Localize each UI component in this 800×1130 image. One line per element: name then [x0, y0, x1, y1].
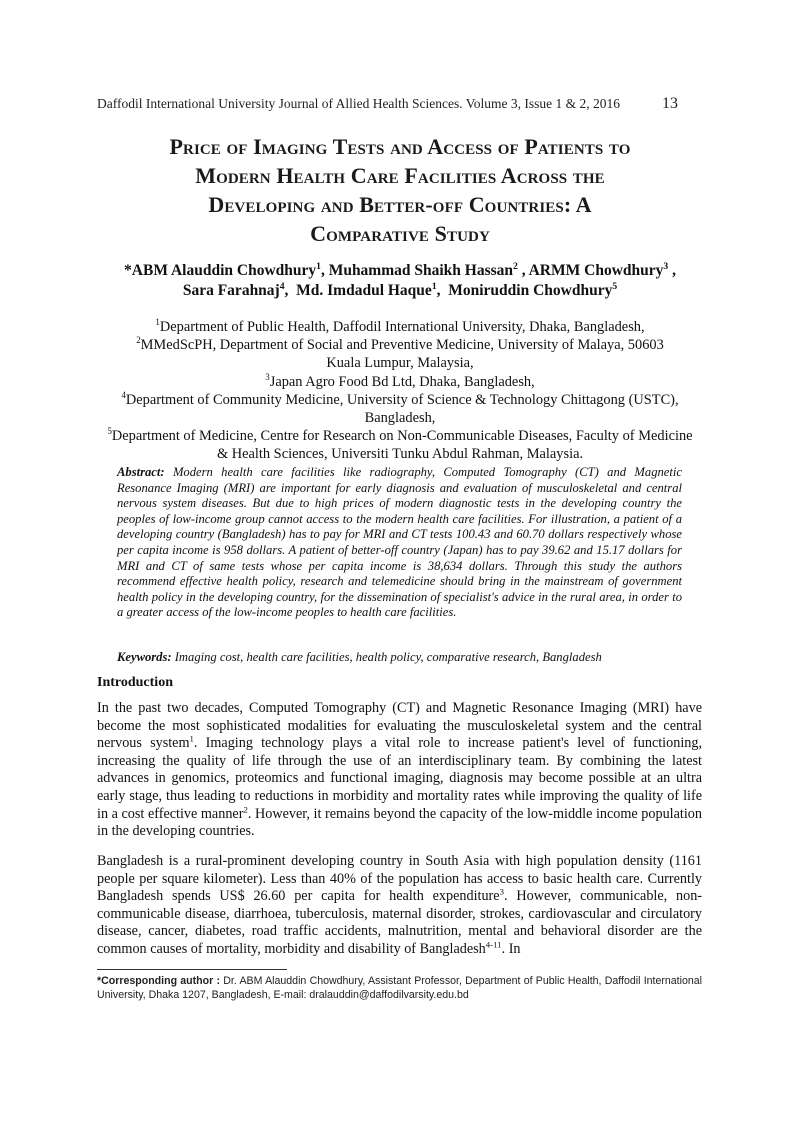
affiliation-text: MMedScPH, Department of Social and Preventive Medicine, University of Malaya, 50603 — [140, 337, 664, 354]
affiliation-marker: 1 — [431, 280, 437, 292]
footnote-divider — [97, 969, 287, 970]
page-number: 13 — [662, 95, 678, 112]
author-separator: , — [284, 282, 297, 299]
author-separator: , — [668, 262, 676, 279]
body-paragraph — [97, 700, 702, 841]
affiliation-marker: 3 — [265, 371, 270, 382]
author-separator: , — [320, 262, 329, 279]
author-name: Md. Imdadul Haque — [296, 282, 432, 299]
abstract — [117, 465, 682, 621]
paragraph-text: . Imaging technology plays a vital role to increase patient's level of functioning, increasing the quality of life through the use of an interdisciplinary team. By combining the latest advances in genomics, proteomics and functional imaging, diagnosis may become possible at an ultra early stage, thus leading to reductions in morbidity and mortality rates while improving the quality of life in a cost effective manner — [97, 735, 702, 822]
corresponding-author-footnote — [97, 975, 702, 1002]
affiliation-line — [97, 318, 703, 336]
affiliation-text: Japan Agro Food Bd Ltd, Dhaka, Bangladesh, — [269, 373, 535, 390]
affiliation-line — [97, 427, 703, 445]
affiliations — [97, 318, 703, 464]
paragraph-text: In the past two decades, Computed Tomography (CT) and Magnetic Resonance Imaging (MRI) have become the most sophisticated modalities for evaluating the musculoskeletal system and the central nervous system — [97, 700, 702, 752]
keywords — [117, 650, 682, 665]
keywords-label: Keywords: — [117, 650, 172, 664]
paragraph-text: . However, communicable, non-communicable disease, diarrhoea, tuberculosis, maternal disorder, strokes, cardiovascular and circulatory disease, cancer, diabetes, road traffic accidents, malnutrition, mental and behavioral disorder are the common causes of mortality, morbidity and disability of Bangladesh — [97, 888, 703, 957]
affiliation-line: Kuala Lumpur, Malaysia, — [326, 355, 474, 372]
paragraph-text: Bangladesh is a rural-prominent developing country in South Asia with high population density (1161 people per square kilometer). Less than 40% of the population has access to basic health care. Currently Bangladesh spends US$ 26.60 per capita for health expenditure — [97, 853, 702, 905]
running-head: Daffodil International University Journal of Allied Health Sciences. Volume 3, Issue 1 & 2, 2016 — [97, 96, 621, 111]
author-name: Moniruddin Chowdhury — [448, 282, 613, 299]
title-line: Modern Health Care Facilities Across the — [195, 163, 605, 188]
affiliation-line — [97, 373, 703, 391]
author-line — [100, 261, 700, 281]
affiliation-marker: 2 — [513, 260, 518, 272]
affiliation-text: Department of Public Health, Daffodil International University, Dhaka, Bangladesh, — [159, 319, 645, 335]
abstract-label: Abstract: — [117, 465, 165, 479]
affiliation-line: & Health Sciences, Universiti Tunku Abdul Rahman, Malaysia. — [216, 446, 584, 463]
title-line: Price of Imaging Tests and Access of Patients to — [169, 134, 631, 159]
affiliation-line: Bangladesh, — [364, 410, 436, 427]
author-name: ARMM Chowdhury — [528, 262, 664, 279]
affiliation-marker: 4 — [279, 280, 285, 292]
body-paragraph — [97, 853, 702, 959]
affiliation-text: Department of Community Medicine, University of Science & Technology Chittagong (USTC), — [125, 391, 679, 408]
affiliation-text: Department of Medicine, Centre for Research on Non-Communicable Diseases, Faculty of Medicine — [111, 428, 693, 445]
affiliation-marker: 1 — [316, 260, 321, 272]
section-heading-introduction: Introduction — [97, 675, 173, 690]
author-line — [100, 281, 700, 301]
author-name: Muhammad Shaikh Hassan — [328, 262, 514, 279]
citation-marker: 2 — [243, 803, 248, 814]
affiliation-marker: 5 — [612, 280, 618, 292]
citation-marker: 1 — [189, 733, 194, 744]
footnote-text: Dr. ABM Alauddin Chowdhury, Assistant Professor, Department of Public Health, Daffodil International University, Dhaka 1207, Bangladesh, E-mail: dralauddin@daffodilvarsity.edu.bd — [97, 975, 703, 1001]
affiliation-marker: 4 — [121, 390, 126, 401]
footnote-label: *Corresponding author : — [97, 975, 221, 987]
author-list — [100, 261, 700, 301]
keywords-text: Imaging cost, health care facilities, health policy, comparative research, Bangladesh — [174, 650, 602, 664]
citation-marker: 3 — [499, 886, 504, 897]
author-separator: , — [436, 282, 449, 299]
affiliation-line — [97, 391, 703, 409]
affiliation-marker: 3 — [663, 260, 669, 272]
affiliation-marker: 1 — [155, 317, 160, 328]
paper-title — [100, 132, 700, 248]
citation-marker: 4-11 — [485, 939, 502, 950]
title-line: Developing and Better-off Countries: A — [208, 192, 592, 217]
author-name: *ABM Alauddin Chowdhury — [124, 262, 317, 279]
title-line: Comparative Study — [310, 221, 490, 246]
paragraph-text: . In — [501, 940, 521, 957]
affiliation-line — [97, 336, 703, 354]
paragraph-text: . However, it remains beyond the capacity of the low-middle income population in the developing countries. — [97, 805, 702, 840]
author-name: Sara Farahnaj — [182, 282, 280, 299]
abstract-text: Modern health care facilities like radiography, Computed Tomography (CT) and Magnetic Resonance Imaging (MRI) are important for early diagnosis and evaluation of musculoskeletal and central nervous system diseases. But due to high prices of modern diagnostic tests in the developing country the peoples of low-income group cannot access to the modern health care facilities. For illustration, a patient of a developing country (Bangladesh) has to pay for MRI and CT tests 100.43 and 60.70 dollars respectively whose per capita income is 958 dollars. A patient of better-off country (Japan) has to pay 39.62 and 15.17 dollars for MRI and CT of same tests whose per capita income is 38,634 dollars. Through this study the authors recommend effective health policy, research and telemedicine should bring in the mainstream of government health policy in the developing country, for the dissemination of specialist's advice in the rural area, in order to a greater access of the low-income peoples to health care facilities. — [117, 465, 682, 620]
affiliation-marker: 5 — [107, 426, 112, 437]
affiliation-marker: 2 — [136, 335, 141, 346]
author-separator: , — [517, 262, 529, 279]
